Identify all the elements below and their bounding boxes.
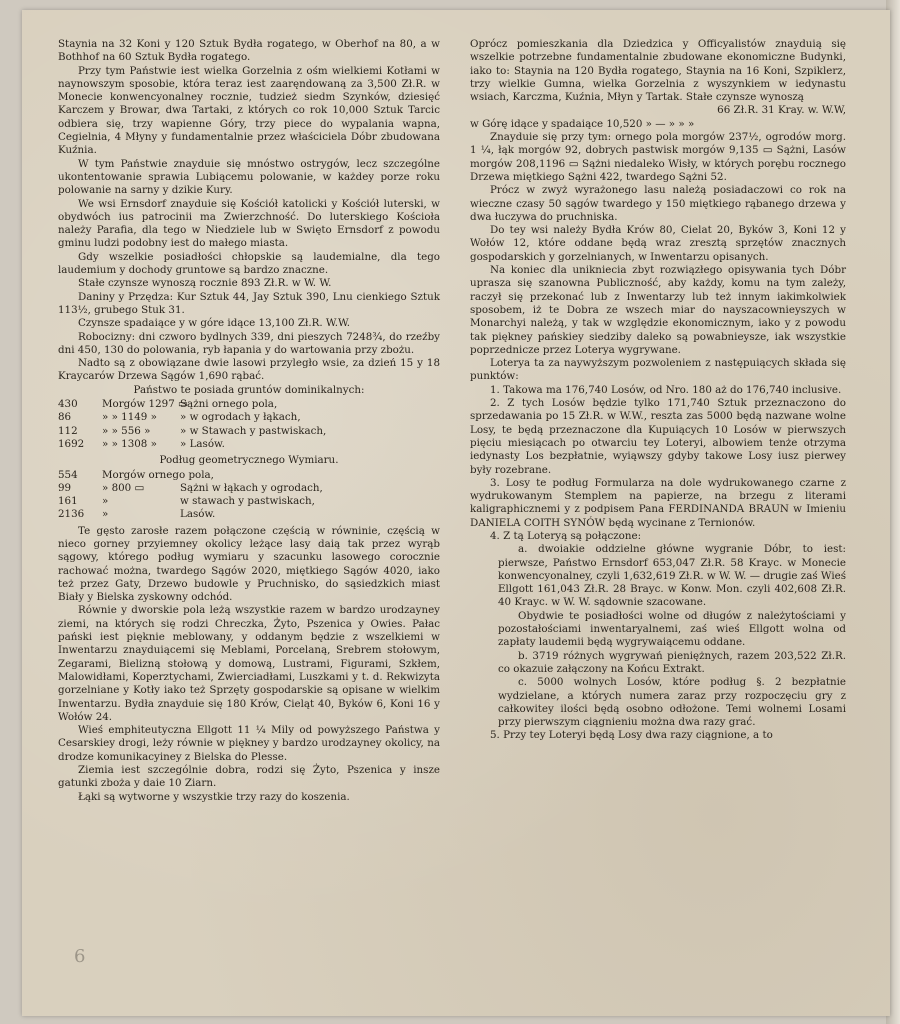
paragraph: Prócz w zwyż wyrażonego lasu należą posiadaczowi co rok na wieczne czasy 50 sągów twardego y 150 miętkiego rąbanego drzewa y dwa łuczywa do pruchniska.: [470, 184, 846, 223]
paragraph: Stałe czynsze wynoszą rocznie 893 Zł.R. w W. W.: [78, 277, 332, 290]
table-row: 554 Morgów ornego pola,: [58, 468, 214, 481]
paragraph: Znayduie się przy tym: ornego pola morgów 237½, ogrodów morg. 1 ¼, łąk morgów 92, dobrych pastwisk morgów 9,135 ▭ Sążni, Lasów morgów 208,1196 ▭ Sążni niedaleko Wisły, w których porębu rocznego Drzewa miętkiego Sążni 422, twardego Sążni 52.: [470, 131, 846, 183]
land-table-geometric: [58, 469, 440, 522]
paragraph: We wsi Ernsdorf znayduie się Kościół katolicki y Kościół luterski, w obydwóch ius patrocinii ma Zwierzchność. Do luterskiego Kościoła należy Parafia, dla tego w Niedziele lub w Swięto Ernsdorf z powodu gminu ludzi podobny iest do małego miasta.: [58, 197, 440, 250]
table-row: 430 Morgów 1297 ▭ Sążni ornego pola,: [58, 398, 278, 411]
paragraph: Nadto są z obowiązane dwie lasowi przyległo wsie, za dzień 15 y 18 Kraycarów Drzewa Sągów 1,690 rąbać.: [58, 357, 440, 383]
table-row: 2136 » Lasów.: [58, 508, 216, 521]
paragraph: 2. Z tych Losów będzie tylko 171,740 Sztuk przeznaczono do sprzedawania po 15 Zł.R. w W.W., reszta zas 5000 będą nazwane wolne Losy, te będą przeznaczone dla Kupuiących 10 Losów w pierwszych pięciu miesiącach po otwarciu tey Loteryi, albowiem tenże otrzyma iedynasty Los bezpłatnie, wyiąwszy gdyby takowe Losy iusz pierwey były rozebrane.: [470, 397, 846, 476]
paragraph: Równie y dworskie pola leżą wszystkie razem w bardzo urodzayney ziemi, na których się rodzi Chreczka, Żyto, Pszenica y Owies. Pałac pański iest pięknie meblowany, y oddanym będzie z wszelkiemi w Inwentarzu znayduiącemi się Meblami, Porcelaną, Srebrem stołowym, Zegarami, Bielizną stołową y domową, Lustrami, Figurami, Szkłem, Malowidłami, Koperztychami, Zwierciadłami, Luszkami y t. d. Rekwizyta gorzelniane y Kotły iako też Sprzęty gospodarskie są opisane w wielkim Inwentarzu. Bydła znayduie się 180 Krów, Cieląt 40, Byków 6, Koni 16 y Wołów 24.: [58, 604, 440, 723]
page-number: 6: [74, 946, 86, 967]
paragraph: Wieś emphiteutyczna Ellgott 11 ¼ Mily od powyższego Państwa y Cesarskiey drogi, leży równie w piękney y bardzo urodzayney okolicy, na drodze komunikacyiney z Bielska do Plesse.: [58, 724, 440, 763]
paragraph: 5. Przy tey Loteryi będą Losy dwa razy ciągnione, a to: [490, 729, 773, 742]
paragraph: Do tey wsi należy Bydła Krów 80, Cielat 20, Byków 3, Koni 12 y Wołów 12, które oddane będą wraz zresztą sprzętów znacznych gospodarskich y gorzelnianych, w Inwentarzu opisanych.: [470, 224, 846, 263]
section-heading: Państwo te posiada gruntów dominikalnych:: [133, 383, 365, 396]
list-item: a. dwoiakie oddzielne główne wygranie Dóbr, to iest: pierwsze, Państwo Ernsdorf 653,047 Zł.R. 58 Krayc. w Monecie konwencyonalney, czyli 1,632,619 Zł.R. w W. W. — drugie zaś Wieś Ellgott 161,043 Zł.R. 28 Brayc. w Konw. Mon. czyli 402,608 Zł.R. 40 Krayc. w W. W. sądownie szacowane.: [498, 543, 846, 609]
right-column: [470, 38, 846, 743]
paragraph: W tym Państwie znayduie się mnóstwo ostrygów, lecz szczególne ukontentowanie sprawia Lubiącemu polowanie, w każdey porze roku polowanie na sarny y dzikie Kury.: [58, 157, 440, 197]
paragraph: Staynia na 32 Koni y 120 Sztuk Bydła rogatego, w Oberhof na 80, a w Bothhof na 60 Sztuk Bydła rogatego.: [58, 38, 440, 64]
paragraph: Robocizny: dni czworo bydlnych 339, dni pieszych 7248¾, do rzeźby dni 450, 130 do polowania, ryb łapania y do wartowania przy zbożu.: [58, 330, 440, 356]
paragraph: Łąki są wytworne y wszystkie trzy razy do koszenia.: [78, 790, 350, 803]
list-item: c. 5000 wolnych Losów, które podług §. 2 bezpłatnie wydzielane, a których numera zaraz przy rozpoczęciu gry z całkowitey ilości będą osobno odłożone. Temi wolnemi Losami przy pierwszym ciągnieniu można dwa razy grać.: [498, 676, 846, 729]
paragraph: Ziemia iest szczególnie dobra, rodzi się Żyto, Pszenica y insze gatunki zboża y daie 10 Ziarn.: [58, 764, 440, 790]
land-table-dominical: [58, 398, 440, 451]
section-heading: Podług geometrycznego Wymiaru.: [159, 454, 339, 467]
paragraph: 66 Zł.R. 31 Kray. w. W.W,: [717, 104, 846, 117]
left-column: [58, 38, 440, 804]
paragraph: Przy tym Państwie iest wielka Gorzelnia z ośm wielkiemi Kotłami w naynowszym sposobie, która teraz iest zaaręndowaną za 3,500 Zł.R. w Monecie konwencyonalney rocznie, tudzież siedm Szynków, dziesięć Karczem y Browar, dwa Tartaki, z których co rok 10,000 Sztuk Tarcic odbiera się, trzy wapienne Góry, trzy piece do wypalania wapna, Cegielnia, 4 Młyny y fundamentalnie przez właściciela Dóbr zbudowana Kuźnia.: [58, 64, 440, 157]
paragraph: Loterya ta za naywyższym pozwoleniem z następuiących składa się punktów:: [470, 357, 846, 383]
table-row: 99 » 800 ▭ Sążni w łąkach y ogrodach,: [58, 481, 323, 494]
list-item: b. 3719 różnych wygrywań pieniężnych, razem 203,522 Zł.R. co okazuie załączony na Końcu Extrakt.: [498, 649, 846, 675]
table-row: 86 » » 1149 » » w ogrodach y łąkach,: [58, 411, 301, 424]
paragraph: Oprócz pomieszkania dla Dziedzica y Officyalistów znayduią się wszelkie potrzebne fundamentalnie zbudowane ekonomiczne Budynki, iako to: Staynia na 120 Bydła rogatego, Staynia na 16 Koni, Szpiklerz, trzy wielkie Gumna, wielka Gorzelnia z wyszynkiem w iedynastu wsiach, Karczma, Kuźnia, Młyn y Tartak. Stałe czynsze wynoszą: [470, 38, 846, 104]
paragraph: Daniny y Przędza: Kur Sztuk 44, Jay Sztuk 390, Lnu cienkiego Sztuk 113½, grubego Stuk 31.: [58, 290, 440, 316]
paragraph: 1. Takowa ma 176,740 Losów, od Nro. 180 aż do 176,740 inclusive.: [490, 383, 842, 396]
table-row: 112 » » 556 » » w Stawach y pastwiskach,: [58, 424, 327, 437]
paragraph: Te gęsto zarosłe razem połączone częścią w równinie, częścią w nieco gorney przyiemney okolicy leżące lasy daią tak przez wyrąb sągowy, którego podług wymiaru y szacunku lasowego corocznie rachować można, twardego Sągów 2020, miętkiego Sągów 4020, iako też przez Gaty, Drzewo budowle y Pruchnisko, do sąsiedzkich miast Biały y Bielska zyskowny odchód.: [58, 524, 440, 604]
paragraph: w Górę idące y spadaiące 10,520 » — » » »: [470, 117, 695, 130]
paragraph: Na koniec dla unikniecia zbyt rozwiązłego opisywania tych Dóbr uprasza się szanowna Publiczność, aby każdy, komu na tym zależy, raczył się przekonać lub z Inwentarzy lub też innym iakimkolwiek sposobem, iż te Dobra ze wszech miar do nayszacownieyszych w Monarchyi należą, y tak w względzie ekonomicznym, iako y z powodu tak piękney pańskiey siedziby daleko są powabnieysze, iak wszystkie poprzednicze przez Loterya wygrywane.: [470, 264, 846, 356]
paragraph: Czynsze spadaiące y w góre idące 13,100 Zł.R. W.W.: [78, 317, 351, 330]
paragraph: 3. Losy te podług Formularza na dole wydrukowanego czarne z wydrukowanym Stemplem na papierze, na brzegu z literami kaligraphicznemi y z podpisem Pana FERDINANDA BRAUN w Imieniu DANIELA COITH SYNÓW będą wycinane z Ternionów.: [470, 476, 846, 529]
paragraph: Gdy wszelkie posiadłości chłopskie są laudemialne, dla tego laudemium y dochody gruntowe są bardzo znaczne.: [58, 250, 440, 277]
paragraph: Obydwie te posiadłości wolne od długów z należytościami y pozostałościami inwentaryalnemi, zaś wieś Ellgott wolna od zapłaty laudemii będą wygrywaiącemu oddane.: [498, 609, 846, 649]
paragraph: 4. Z tą Loteryą są połączone:: [490, 529, 642, 542]
table-row: 1692 » » 1308 » » Lasów.: [58, 437, 225, 450]
table-row: 161 » w stawach y pastwiskach,: [58, 495, 315, 508]
